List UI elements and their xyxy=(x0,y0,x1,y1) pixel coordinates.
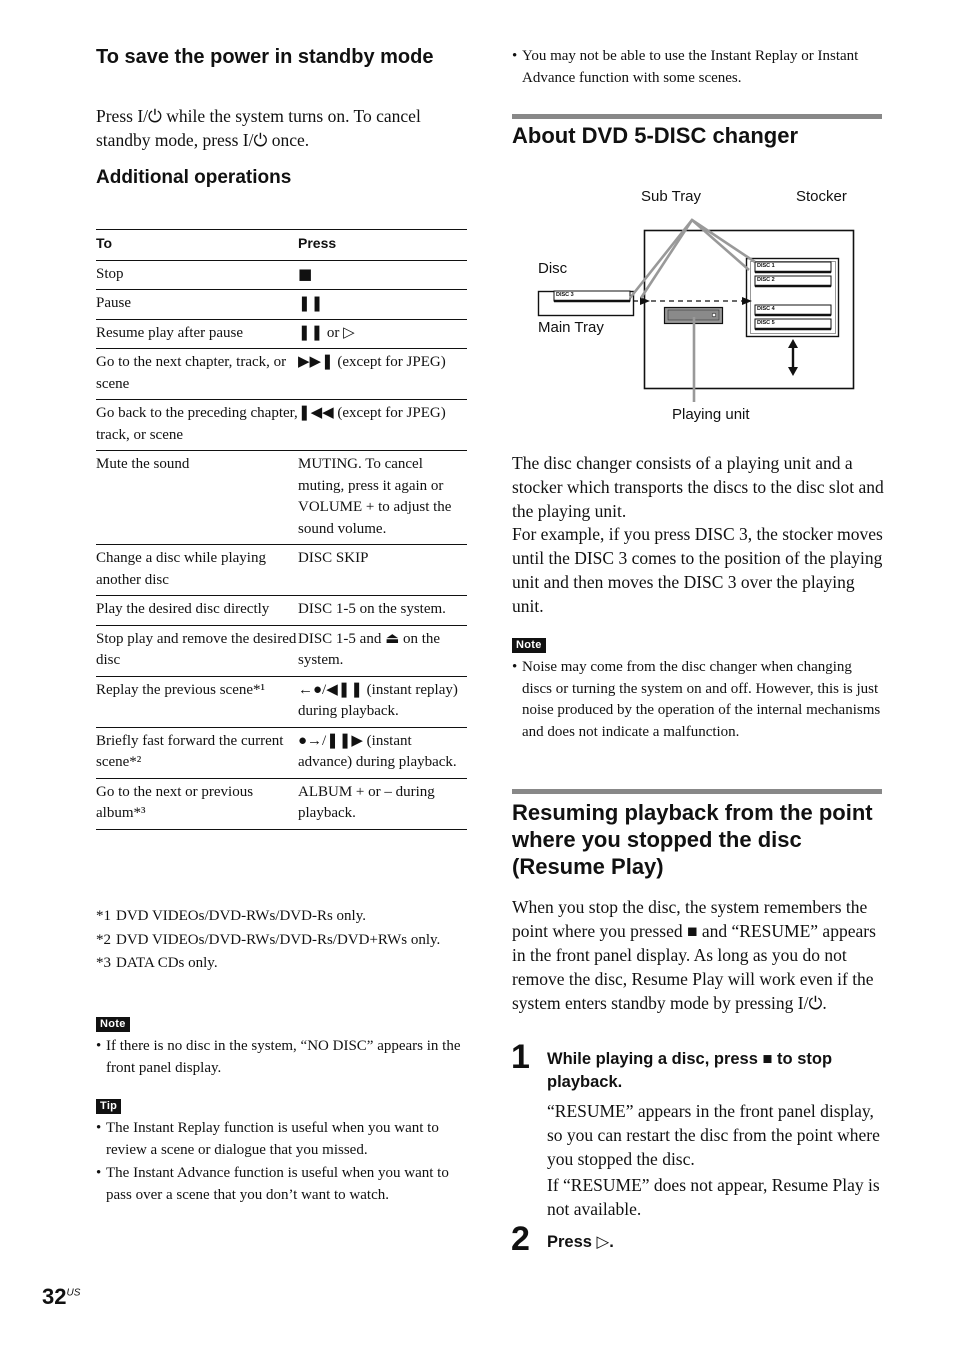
disc-5-label: DISC 5 xyxy=(757,320,775,326)
table-row xyxy=(96,676,467,727)
table-row xyxy=(96,545,467,596)
step-1-number: 1 xyxy=(511,1038,530,1076)
list-item: • Noise may come from the disc changer when changing discs or turning the system on and off. However, this is just noise produced by the operation of the internal mechanisms and does not indicate a malfunction. xyxy=(512,657,884,743)
table-cell: ■ xyxy=(298,260,467,290)
table-cell: Play the desired disc directly xyxy=(96,596,298,626)
table-cell: Mute the sound xyxy=(96,451,298,545)
step-1-text: “RESUME” appears in the front panel display, so you can restart the disc from the point where you stopped the disc. xyxy=(547,1101,880,1169)
top-note-list xyxy=(512,46,882,89)
table-cell: ❚❚ xyxy=(298,290,467,320)
table-cell: Go to the next chapter, track, or scene xyxy=(96,349,298,400)
sub-tray-label: Sub Tray xyxy=(641,188,702,205)
table-cell: Stop play and remove the desired disc xyxy=(96,625,298,676)
disc-label: Disc xyxy=(538,260,568,277)
list-item: • If there is no disc in the system, “NO DISC” appears in the front panel display. xyxy=(96,1036,468,1079)
section-rule xyxy=(512,789,882,794)
tip-list xyxy=(96,1118,468,1206)
list-item: • You may not be able to use the Instant Replay or Instant Advance function with some scenes. xyxy=(512,46,882,89)
table-cell: DISC 1-5 and ⏏ on the system. xyxy=(298,625,467,676)
table-header-row xyxy=(96,230,467,261)
footnote: *1 DVD VIDEOs/DVD-RWs/DVD-Rs only. xyxy=(96,908,366,924)
changer-heading: About DVD 5-DISC changer xyxy=(512,123,799,148)
table-cell: DISC 1-5 on the system. xyxy=(298,596,467,626)
standby-heading: To save the power in standby mode xyxy=(96,46,434,68)
section-rule xyxy=(512,114,882,119)
table-row xyxy=(96,349,467,400)
standby-text: Press I/⏻ while the system turns on. To cancel standby mode, press I/⏻ once. xyxy=(96,106,421,150)
note-badge: Note xyxy=(512,638,546,653)
stocker-label: Stocker xyxy=(796,188,847,205)
table-row xyxy=(96,260,467,290)
changer-drawing xyxy=(512,180,882,430)
table-row xyxy=(96,451,467,545)
additional-operations-heading: Additional operations xyxy=(96,167,292,188)
table-row xyxy=(96,290,467,320)
table-row xyxy=(96,778,467,829)
disc-4-label: DISC 4 xyxy=(757,306,775,312)
tip-badge: Tip xyxy=(96,1099,121,1114)
operations-table xyxy=(96,229,467,830)
table-row xyxy=(96,596,467,626)
step-1-title: While playing a disc, press ■ to stop playback. xyxy=(547,1050,833,1091)
footnote: *3 DATA CDs only. xyxy=(96,955,218,971)
table-cell: Resume play after pause xyxy=(96,319,298,349)
table-header-to: To xyxy=(96,230,298,261)
table-cell: ●→/❚❚▶ (instant advance) during playback. xyxy=(298,727,467,778)
main-tray-label: Main Tray xyxy=(538,319,604,336)
table-cell: Briefly fast forward the current scene*² xyxy=(96,727,298,778)
list-item: • The Instant Replay function is useful when you want to review a scene or dialogue that you missed. xyxy=(96,1118,468,1161)
table-cell: Go back to the preceding chapter, track, or scene xyxy=(96,400,298,451)
list-item: • The Instant Advance function is useful when you want to pass over a scene that you don’t want to watch. xyxy=(96,1163,468,1206)
step-1-note: If “RESUME” does not appear, Resume Play is not available. xyxy=(547,1175,880,1219)
table-cell: Change a disc while playing another disc xyxy=(96,545,298,596)
disc-3-label: DISC 3 xyxy=(556,292,574,298)
disc-2-label: DISC 2 xyxy=(757,277,775,283)
table-cell: MUTING. To cancel muting, press it again or VOLUME + to adjust the sound volume. xyxy=(298,451,467,545)
note-badge: Note xyxy=(96,1017,130,1032)
disc-changer-diagram xyxy=(512,180,882,430)
table-row xyxy=(96,727,467,778)
table-row xyxy=(96,400,467,451)
table-cell: ALBUM + or – during playback. xyxy=(298,778,467,829)
table-cell: ❚❚ or ▷ xyxy=(298,319,467,349)
footnotes xyxy=(96,906,468,975)
resume-heading: Resuming playback from the point where you stopped the disc (Resume Play) xyxy=(512,800,873,879)
table-cell: ←●/◀❚❚ (instant replay) during playback. xyxy=(298,676,467,727)
footnote: *2 DVD VIDEOs/DVD-RWs/DVD-Rs/DVD+RWs only. xyxy=(96,931,441,948)
resume-paragraph: When you stop the disc, the system remembers the point where you pressed ■ and “RESUME” appears in the front panel display. As long as you do not remove the disc, Resume Play will work even if the system enters standby mode by pressing I/⏻. xyxy=(512,897,876,1013)
table-cell: Stop xyxy=(96,260,298,290)
disc-1-label: DISC 1 xyxy=(757,263,775,269)
changer-paragraph-2: For example, if you press DISC 3, the stocker moves until the DISC 3 comes to the position of the playing unit and then moves the DISC 3 over the playing unit. xyxy=(512,524,883,616)
playing-unit-label: Playing unit xyxy=(672,406,750,423)
table-row xyxy=(96,625,467,676)
note-list xyxy=(512,657,884,743)
table-cell: Pause xyxy=(96,290,298,320)
table-header-press: Press xyxy=(298,230,467,261)
step-2-title: Press ▷. xyxy=(547,1233,614,1251)
table-cell: Replay the previous scene*¹ xyxy=(96,676,298,727)
changer-paragraph-1: The disc changer consists of a playing unit and a stocker which transports the discs to the disc slot and the playing unit. xyxy=(512,453,884,521)
table-row xyxy=(96,319,467,349)
table-cell: DISC SKIP xyxy=(298,545,467,596)
step-2-number: 2 xyxy=(511,1220,530,1258)
page-number: $32^{US}$ xyxy=(42,1284,81,1309)
note-list xyxy=(96,1036,468,1079)
table-cell: ▶▶❚ (except for JPEG) xyxy=(298,349,467,400)
table-cell: Go to the next or previous album*³ xyxy=(96,778,298,829)
table-cell: ❚◀◀ (except for JPEG) xyxy=(298,400,467,451)
